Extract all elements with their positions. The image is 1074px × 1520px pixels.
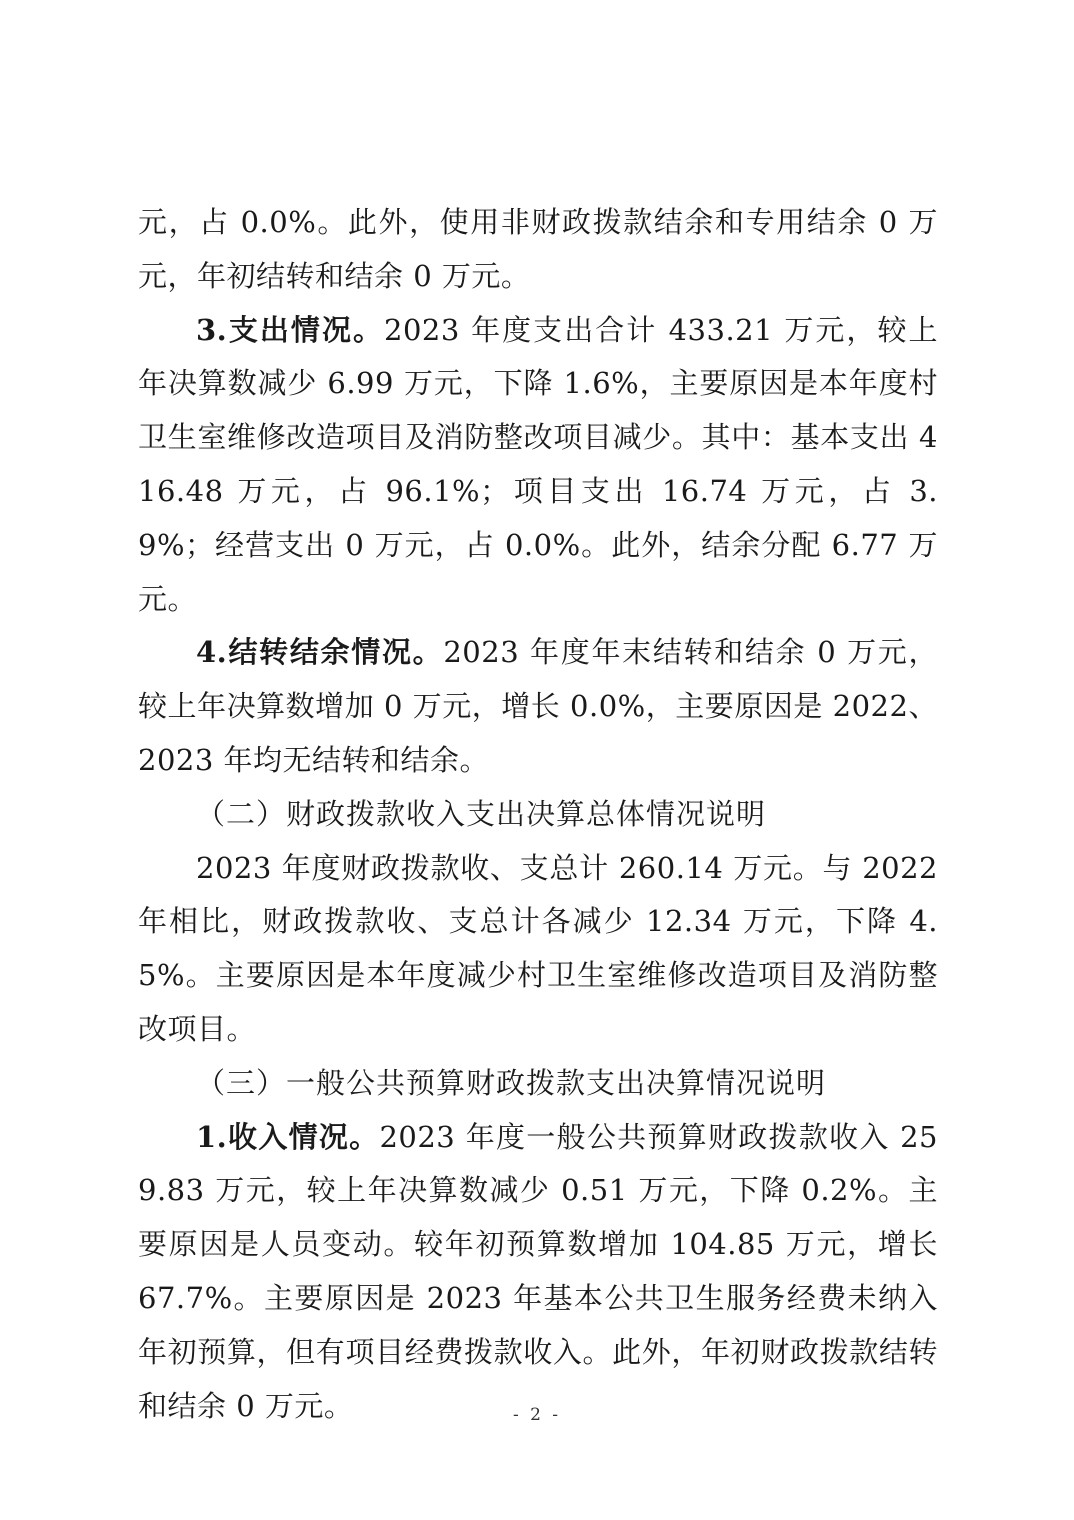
paragraph-text: 2023 年度一般公共预算财政拨款收入 259.83 万元，较上年决算数减少 0.51 万元，下降 0.2%。主要原因是人员变动。较年初预算数增加 104.85 万元，增长 67.7%。主要原因是 2023 年基本公共卫生服务经费未纳入年初预算，但有项目经费拨款收入。此外，年初财政拨款结转和结余 0 万元。 <box>138 1119 938 1423</box>
paragraph-lead: 1.收入情况。 <box>196 1119 380 1154</box>
paragraph-income <box>138 1111 938 1434</box>
section-heading: （二）财政拨款收入支出决算总体情况说明 <box>196 796 767 831</box>
paragraph-lead: 3.支出情况。 <box>196 312 385 347</box>
page-number: - 2 - <box>512 1405 562 1425</box>
paragraph-text: 2023 年度支出合计 433.21 万元，较上年决算数减少 6.99 万元，下降 1.6%，主要原因是本年度村卫生室维修改造项目及消防整改项目减少。其中：基本支出 416.48 万元，占 96.1%；项目支出 16.74 万元，占 3.9%；经营支出 0 万元，占 0.0%。此外，结余分配 6.77 万元。 <box>138 312 938 616</box>
paragraph-fiscal-summary <box>138 842 938 1057</box>
paragraph-text: 2023 年度财政拨款收、支总计 260.14 万元。与 2022 年相比，财政拨款收、支总计各减少 12.34 万元，下降 4.5%。主要原因是本年度减少村卫生室维修改造项目及消防整改项目。 <box>138 850 938 1046</box>
paragraph-expenditure <box>138 304 938 627</box>
paragraph-carryover <box>138 626 938 787</box>
paragraph-lead: 4.结转结余情况。 <box>196 635 444 670</box>
paragraph-text: 元，占 0.0%。此外，使用非财政拨款结余和专用结余 0 万元，年初结转和结余 0 万元。 <box>138 205 938 293</box>
paragraph-text: 2023 年度年末结转和结余 0 万元，较上年决算数增加 0 万元，增长 0.0%，主要原因是 2022、2023 年均无结转和结余。 <box>138 635 938 777</box>
section-heading: （三）一般公共预算财政拨款支出决算情况说明 <box>196 1065 827 1100</box>
paragraph-continued <box>138 196 938 304</box>
document-body <box>138 196 938 1433</box>
